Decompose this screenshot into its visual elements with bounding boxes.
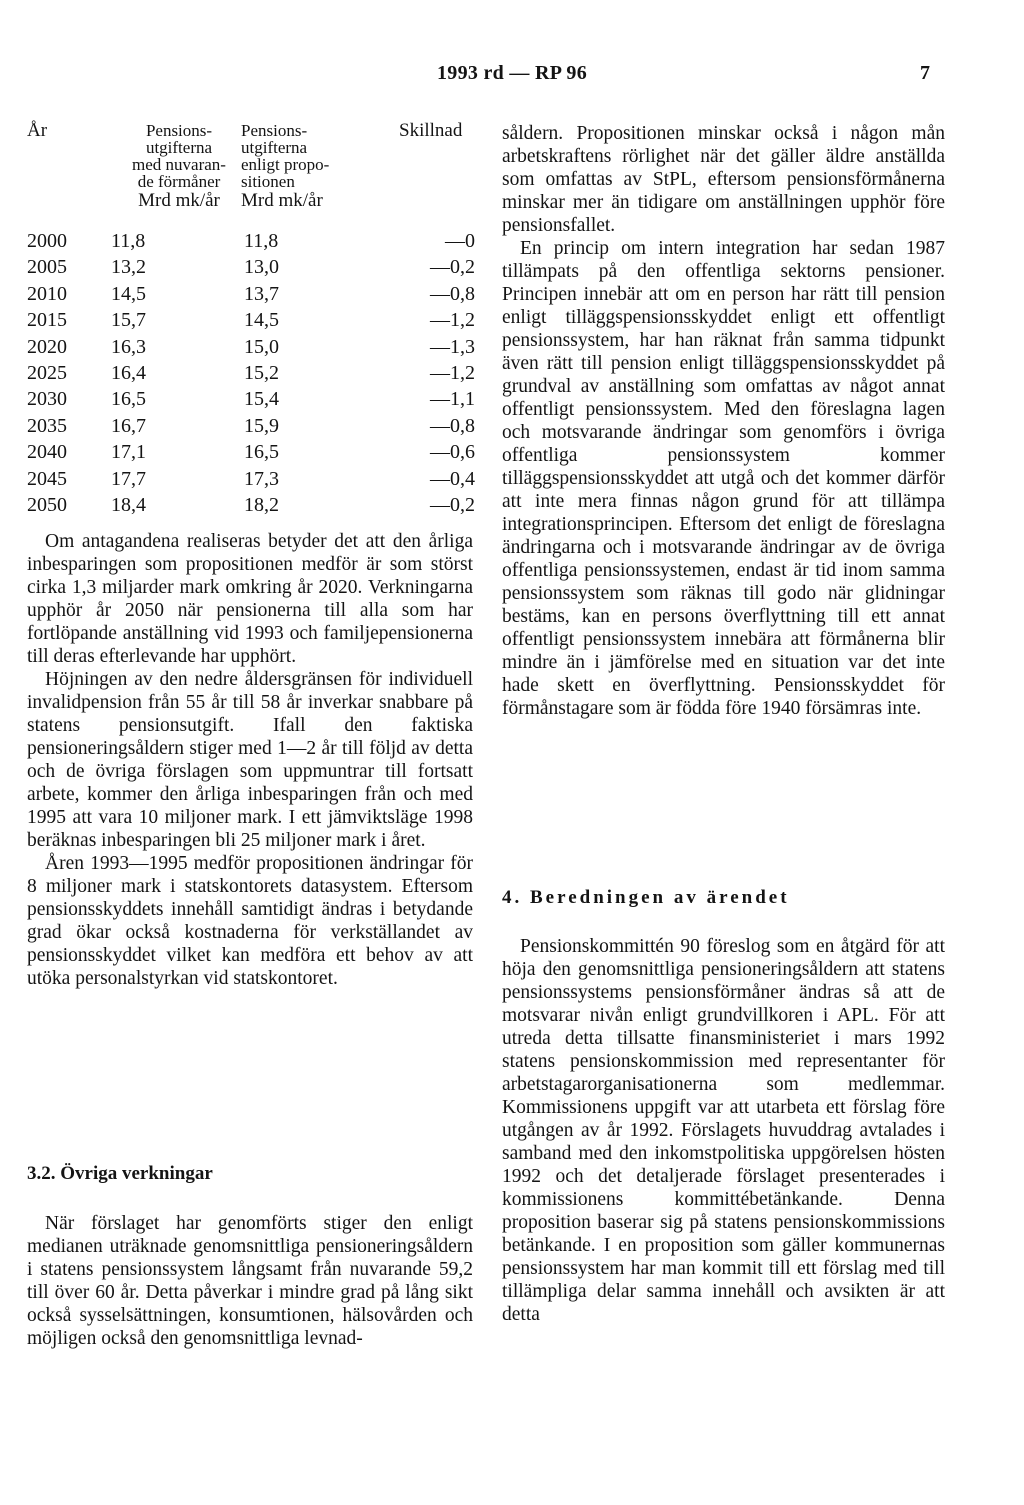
header-line: Pensions- [241, 121, 308, 140]
proposed-value-cell: 18,2 [244, 493, 279, 516]
current-value-cell: 16,3 [111, 335, 146, 358]
current-value-cell: 16,4 [111, 361, 146, 384]
proposed-value-cell: 15,0 [244, 335, 279, 358]
difference-cell: —0,2 [430, 256, 475, 279]
table-row [27, 495, 482, 521]
table-header-year: År [27, 120, 48, 141]
header-line: med nuvaran- [132, 155, 226, 174]
proposed-value-cell: 17,3 [244, 467, 279, 490]
header-line: Mrd mk/år [241, 190, 323, 211]
right-column-text [502, 122, 945, 720]
header-line: de förmåner [137, 172, 221, 191]
header-line: sitionen [241, 172, 295, 191]
proposed-value-cell: 14,5 [244, 309, 279, 332]
table-row [27, 310, 482, 336]
paragraph: När förslaget har genomförts stiger den enligt medianen uträknade genomsnittliga pensioneringsåldern i statens pensionssystem långsamt från nuvarande 59,2 till över 60 år. Detta påverkar i mindre grad på lång sikt också sysselsättningen, konsumtionen, hälsovården och möjligen också den genomsnittliga levnad- [27, 1213, 473, 1349]
table-row [27, 337, 482, 363]
table-row [27, 416, 482, 442]
proposed-value-cell: 16,5 [244, 441, 279, 464]
current-value-cell: 11,8 [111, 230, 146, 252]
table-body [27, 231, 482, 521]
current-value-cell: 14,5 [111, 282, 146, 305]
current-value-cell: 16,5 [111, 388, 146, 411]
year-cell: 2015 [27, 309, 67, 332]
current-value-cell: 15,7 [111, 309, 146, 332]
page-number: 7 [920, 62, 930, 84]
difference-cell: —0,8 [430, 414, 475, 437]
current-value-cell: 17,7 [111, 467, 146, 490]
year-cell: 2040 [27, 441, 67, 464]
difference-cell: —1,2 [430, 361, 475, 384]
table-row [27, 469, 482, 495]
current-value-cell: 13,2 [111, 256, 146, 279]
table-header-current [99, 122, 259, 211]
table-row [27, 363, 482, 389]
difference-cell: —0,8 [430, 282, 475, 305]
header-line: enligt propo- [241, 155, 330, 174]
paragraph: Åren 1993—1995 medför propositionen ändringar för 8 miljoner mark i statskontorets datasystem. Eftersom pensionsskyddets innehåll samtidigt ändras i betydande grad ökar också kostnaderna för verkställandet av pensionsskyddet vilket kan medföra ett behov av att utöka personalstyrkan vid statskontoret. [27, 853, 473, 989]
difference-cell: —1,3 [430, 335, 475, 358]
header-line: utgifterna [145, 138, 213, 157]
difference-cell: —1,2 [430, 309, 475, 332]
table-row [27, 284, 482, 310]
year-cell: 2035 [27, 414, 67, 437]
year-cell: 2030 [27, 388, 67, 411]
current-value-cell: 17,1 [111, 441, 146, 464]
year-cell: 2005 [27, 256, 67, 279]
section-title-3-2: 3.2. Övriga verkningar [27, 1163, 213, 1184]
year-cell: 2045 [27, 467, 67, 490]
difference-cell: —0,2 [430, 493, 475, 516]
proposed-value-cell: 13,0 [244, 256, 279, 279]
difference-cell: —1,1 [430, 388, 475, 411]
header-line: Pensions- [145, 121, 213, 140]
proposed-value-cell: 11,8 [244, 230, 279, 252]
difference-cell: —0 [445, 230, 475, 252]
proposed-value-cell: 15,9 [244, 414, 279, 437]
current-value-cell: 16,7 [111, 414, 146, 437]
paragraph: Höjningen av den nedre åldersgränsen för individuell invalidpension från 55 år till 58 år inverkar snabbare på statens pensionsutgift. Ifall den faktiska pensioneringsåldern stiger med 1—2 år till följd av detta och de övriga förslagen som uppmuntrar till fortsatt arbete, kommer den årliga inbesparingen från och med 1995 att vara 10 miljoner mark. I ett jämviktsläge 1998 beräknas inbesparingen bli 25 miljoner mark i året. [27, 669, 473, 851]
table-header-difference: Skillnad [399, 120, 463, 141]
table-header-proposed [241, 122, 386, 211]
table-row [27, 257, 482, 283]
year-cell: 2020 [27, 335, 67, 358]
year-cell: 2025 [27, 361, 67, 384]
section-title-4: 4. Beredningen av ärendet [502, 887, 790, 908]
paragraph: Pensionskommittén 90 föreslog som en åtgärd för att höja den genomsnittliga pensioneringsåldern att statens pensionssystems pensionsförmåner ändras så att de motsvarar nivån enligt grundvillkoren i APL. För att utreda detta tillsatte finansministeriet i mars 1992 statens pensionskommission med representanter för arbetstagarorganisationerna som medlemmar. Kommissionens uppgift var att utarbeta ett förslag före utgången av år 1992. Förslagets huvuddrag avtalades i samband med den inkomstpolitiska uppgörelsen hösten 1992 och det detaljerade förslaget presenterades i kommissionens kommittébetänkande. Denna proposition baserar sig på statens pensionskommissions betänkande. I en proposition som gäller kommunernas pensionssystem har man kommit till ett förslag med till tillämpliga delar samma innehåll och avsikten är att detta [502, 936, 945, 1325]
table-row [27, 389, 482, 415]
year-cell: 2050 [27, 493, 67, 516]
proposed-value-cell: 13,7 [244, 282, 279, 305]
header-line: utgifterna [241, 138, 308, 157]
right-column-section-text [502, 935, 945, 1326]
paragraph: En princip om intern integration har sedan 1987 tillämpats på den offentliga sektorns pensioner. Principen innebär att om en person har rätt till pension enligt tilläggspensionsskyddet enligt ett offentligt pensionssystem, har han räknat från samma tidpunkt även rätt till pension enligt tilläggspensionsskyddet på grundval av anställning som omfattas av något annat offentligt pensionssystem. Med den föreslagna lagen och motsvarande ändringar som genomförs i övriga offentliga pensionssystem kommer tilläggspensionsskyddet att utgå och det kommer därför att inte mera finnas någon grund för att tillämpa integrationsprincipen. Eftersom det enligt de föreslagna ändringarna och i motsvarande ändringar av de övriga offentliga pensionssystemen, endast är tid inom samma pensionssystem som räknas till godo när glidningar bestäms, kan en persons överflyttning till ett annat offentligt pensionssystem innebära att förmånerna blir mindre än i jämförelse med en situation var det inte hade skett en överflyttning. Pensionsskyddet för förmånstagare som är födda före 1940 försämras inte. [502, 238, 945, 719]
paragraph: Om antagandena realiseras betyder det att den årliga inbesparingen som propositionen medför är som störst cirka 1,3 miljarder mark omkring år 2020. Verkningarna upphör år 2050 när pensionerna till alla som har fortlöpande anställning vid 1993 och familjepensionerna till deras efterlevande har upphört. [27, 531, 473, 667]
header-line: Mrd mk/år [138, 190, 220, 211]
proposed-value-cell: 15,4 [244, 388, 279, 411]
left-column-text [27, 530, 473, 990]
table-row [27, 442, 482, 468]
page-header-title: 1993 rd — RP 96 [436, 62, 588, 84]
year-cell: 2000 [27, 230, 67, 252]
year-cell: 2010 [27, 282, 67, 305]
difference-cell: —0,4 [430, 467, 475, 490]
paragraph: såldern. Propositionen minskar också i någon mån arbetskraftens rörlighet när det gäller äldre anställda som omfattas av StPL, eftersom pensionsförmånerna minskar mer än tidigare om anställningen upphör före pensionsfallet. [502, 123, 945, 236]
table-row [27, 231, 482, 257]
proposed-value-cell: 15,2 [244, 361, 279, 384]
current-value-cell: 18,4 [111, 493, 146, 516]
difference-cell: —0,6 [430, 441, 475, 464]
left-column-section-text [27, 1212, 473, 1350]
